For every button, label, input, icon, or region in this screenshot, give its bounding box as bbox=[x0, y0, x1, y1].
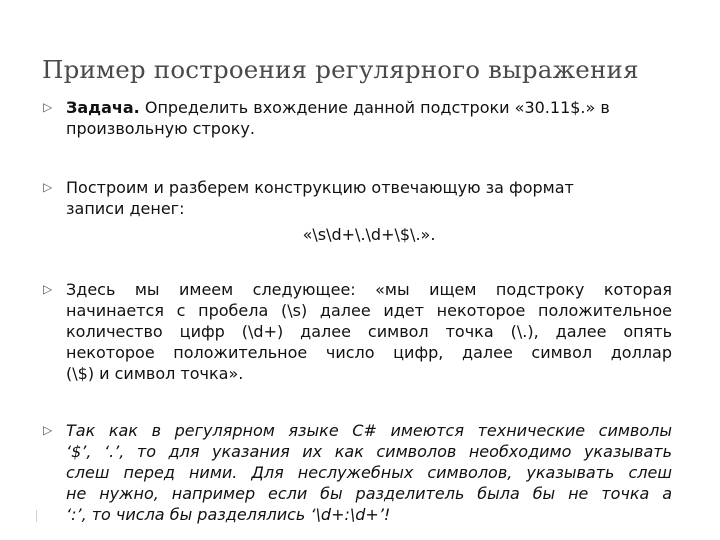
explanation-line: (\$) и символ точка». bbox=[66, 364, 244, 383]
task-line-1 bbox=[66, 97, 672, 118]
task-label: Задача. bbox=[66, 98, 140, 117]
bullet-arrow-icon: ▷ bbox=[43, 100, 53, 114]
task-text: Определить вхождение данной подстроки «30.11$.» в bbox=[144, 98, 610, 117]
explanation-line: Здесь мы имеем следующее: «мы ищем подстроку которая bbox=[66, 280, 672, 299]
bullet-arrow-icon: ▷ bbox=[43, 282, 53, 296]
note-line: не нужно, например если бы разделитель была бы не точка а bbox=[66, 484, 672, 503]
explanation-line: количество цифр (\d+) далее символ точка (\.), далее опять bbox=[66, 322, 672, 341]
decorative-divider bbox=[36, 510, 37, 522]
bullet-arrow-icon: ▷ bbox=[43, 180, 53, 194]
note-line: ‘$’, ‘.’, то для указания их как символов необходимо указывать bbox=[66, 442, 672, 461]
explanation-line: некоторое положительное число цифр, далее символ доллар bbox=[66, 343, 672, 362]
note-line: ‘:’, то числа бы разделялись ‘\d+:\d+’! bbox=[66, 505, 391, 524]
bullet-arrow-icon: ▷ bbox=[43, 423, 53, 437]
task-line-2: произвольную строку. bbox=[66, 119, 255, 138]
note-line: слеш перед ними. Для неслужебных символов, указывать слеш bbox=[66, 463, 672, 482]
note-line: Так как в регулярном языке C# имеются технические символы bbox=[66, 421, 672, 440]
bullet-construct bbox=[66, 177, 672, 219]
regex-formula: «\s\d+\.\d+\$\.». bbox=[302, 225, 436, 244]
construct-line-1: Построим и разберем конструкцию отвечающую за формат bbox=[66, 178, 574, 197]
explanation-line: начинается с пробела (\s) далее идет некоторое положительное bbox=[66, 301, 672, 320]
construct-line-2: записи денег: bbox=[66, 199, 185, 218]
slide-title: Пример построения регулярного выражения bbox=[42, 55, 639, 84]
bullet-explanation bbox=[66, 279, 672, 384]
bullet-note bbox=[66, 420, 672, 525]
bullet-task bbox=[66, 97, 672, 139]
